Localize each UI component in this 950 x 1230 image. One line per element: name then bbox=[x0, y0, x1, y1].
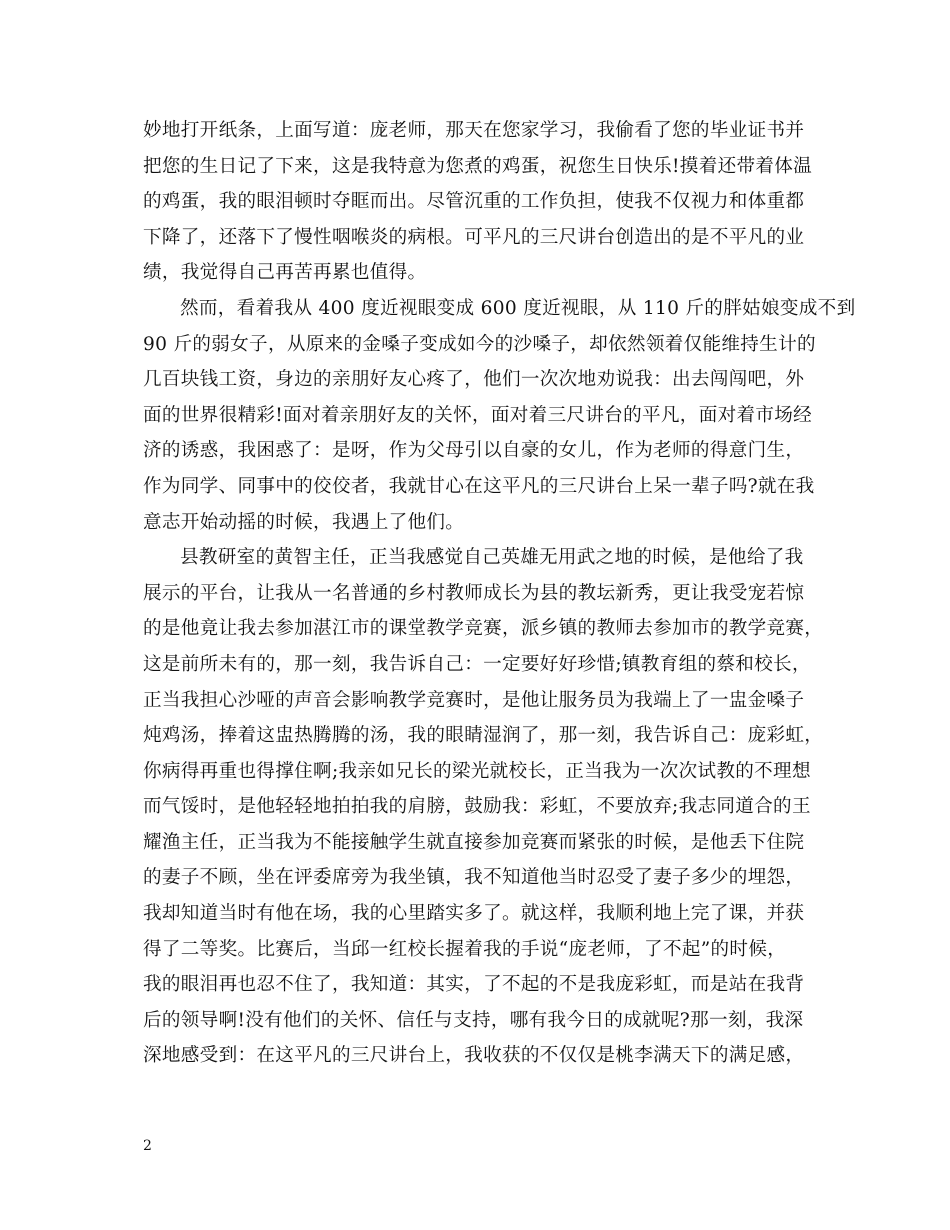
text-line: 妙地打开纸条，上面写道：庞老师，那天在您家学习，我偷看了您的毕业证书并 bbox=[143, 120, 805, 141]
text-line: 下降了，还落下了慢性咽喉炎的病根。可平凡的三尺讲台创造出的是不平凡的业 bbox=[143, 226, 805, 248]
text-line: 你病得再重也得撑住啊;我亲如兄长的梁光就校长，正当我为一次次试教的不理想 bbox=[143, 760, 811, 782]
text-line: 正当我担心沙哑的声音会影响教学竞赛时，是他让服务员为我端上了一盅金嗓子 bbox=[143, 689, 805, 711]
text-line: 县教研室的黄智主任，正当我感觉自己英雄无用武之地的时候，是他给了我 bbox=[180, 547, 804, 569]
text-line: 耀渔主任，正当我为不能接触学生就直接参加竞赛而紧张的时候，是他丢下住院 bbox=[143, 831, 805, 853]
text-line: 济的诱惑，我困惑了：是呀，作为父母引以自豪的女儿，作为老师的得意门生， bbox=[143, 440, 805, 462]
text-line: 炖鸡汤，捧着这盅热腾腾的汤，我的眼睛湿润了，那一刻，我告诉自己：庞彩虹， bbox=[143, 725, 824, 747]
text-line: 得了二等奖。比赛后，当邱一红校长握着我的手说“庞老师，了不起”的时候， bbox=[143, 938, 787, 960]
body-text bbox=[143, 113, 856, 1074]
text-line: 后的领导啊!没有他们的关怀、信任与支持，哪有我今日的成就呢?那一刻，我深 bbox=[143, 1009, 804, 1031]
text-line: 我却知道当时有他在场，我的心里踏实多了。就这样，我顺利地上完了课，并获 bbox=[143, 903, 805, 925]
text-line: 深地感受到：在这平凡的三尺讲台上，我收获的不仅仅是桃李满天下的满足感， bbox=[143, 1045, 805, 1067]
text-line: 绩，我觉得自己再苦再累也值得。 bbox=[143, 262, 427, 284]
text-line: 意志开始动摇的时候，我遇上了他们。 bbox=[143, 511, 465, 533]
text-line: 面的世界很精彩!面对着亲朋好友的关怀，面对着三尺讲台的平凡，面对着市场经 bbox=[143, 404, 813, 426]
text-line: 90 斤的弱女子，从原来的金嗓子变成如今的沙嗓子，却依然领着仅能维持生计的 bbox=[143, 333, 816, 355]
page-number: 2 bbox=[143, 1138, 152, 1154]
text-line: 我的眼泪再也忍不住了，我知道：其实，了不起的不是我庞彩虹，而是站在我背 bbox=[143, 974, 805, 996]
text-line: 展示的平台，让我从一名普通的乡村教师成长为县的教坛新秀，更让我受宠若惊 bbox=[143, 582, 805, 604]
text-line: 把您的生日记了下来，这是我特意为您煮的鸡蛋，祝您生日快乐!摸着还带着体温 bbox=[143, 155, 813, 177]
text-line: 几百块钱工资，身边的亲朋好友心疼了，他们一次次地劝说我：出去闯闯吧，外 bbox=[143, 369, 805, 391]
text-line: 而气馁时，是他轻轻地拍拍我的肩膀，鼓励我：彩虹，不要放弃;我志同道合的王 bbox=[143, 796, 811, 818]
text-line: 的是他竟让我去参加湛江市的课堂教学竞赛，派乡镇的教师去参加市的教学竞赛， bbox=[143, 618, 824, 640]
text-line: 然而，看着我从 400 度近视眼变成 600 度近视眼，从 110 斤的胖姑娘变成不到 bbox=[180, 297, 856, 319]
text-line: 的妻子不顾，坐在评委席旁为我坐镇，我不知道他当时忍受了妻子多少的埋怨， bbox=[143, 867, 805, 889]
text-line: 这是前所未有的，那一刻，我告诉自己：一定要好好珍惜;镇教育组的蔡和校长， bbox=[143, 653, 811, 675]
text-line: 作为同学、同事中的佼佼者，我就甘心在这平凡的三尺讲台上呆一辈子吗?就在我 bbox=[143, 475, 815, 497]
text-line: 的鸡蛋，我的眼泪顿时夺眶而出。尽管沉重的工作负担，使我不仅视力和体重都 bbox=[143, 191, 805, 213]
